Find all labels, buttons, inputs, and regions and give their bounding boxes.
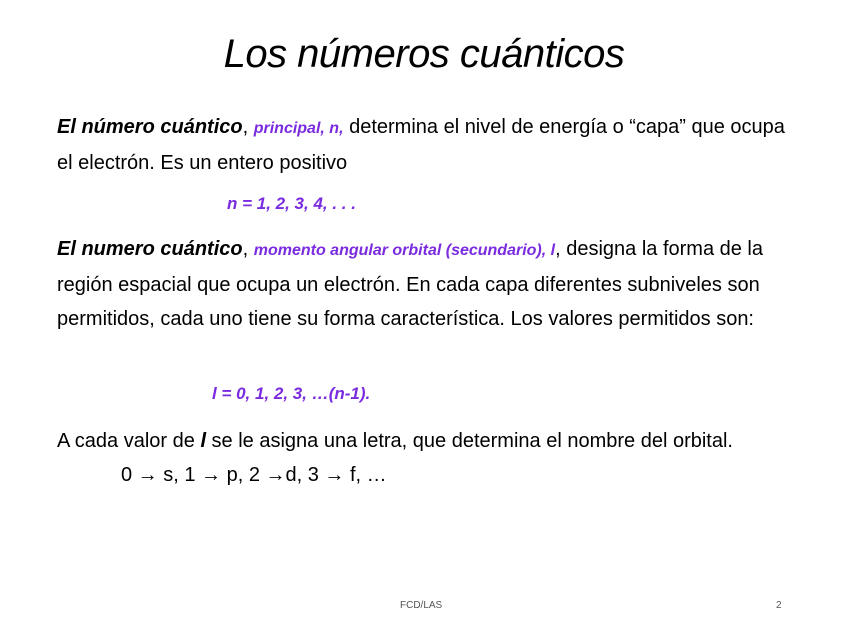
paragraph-letters — [57, 424, 787, 492]
body-text: , designa la forma de la región espacial que ocupa un electrón. En cada capa diferentes subniveles son permitidos, cada uno tiene su forma característica. Los valores permitidos son: — [57, 238, 763, 330]
formula-n-values: n = 1, 2, 3, 4, . . . — [227, 194, 356, 213]
body-text: se le asigna una letra, que determina el nombre del orbital. — [206, 430, 733, 452]
footer-label: FCD/LAS — [400, 600, 443, 611]
var-l: l — [200, 430, 206, 452]
paragraph-angular — [57, 232, 787, 336]
paragraph-principal — [57, 110, 787, 180]
lead-text: El numero cuántico — [57, 238, 243, 260]
body-text: determina el nivel de energía o “capa” que ocupa el electrón. Es un entero positivo — [57, 116, 785, 174]
page-number: 2 — [776, 600, 782, 611]
slide-title: Los números cuánticos — [223, 32, 625, 76]
body-text: A cada valor de — [57, 430, 201, 452]
formula-l-values: l = 0, 1, 2, 3, …(n-1). — [212, 384, 371, 403]
lead-text: El número cuántico — [57, 116, 243, 138]
term-angular: momento angular orbital (secundario), l — [253, 242, 556, 259]
term-principal: principal, n, — [253, 120, 344, 137]
comma: , — [242, 238, 254, 260]
orbital-mapping: 0 → s, 1 → p, 2 →d, 3 → f, … — [121, 464, 387, 486]
comma: , — [242, 116, 254, 138]
